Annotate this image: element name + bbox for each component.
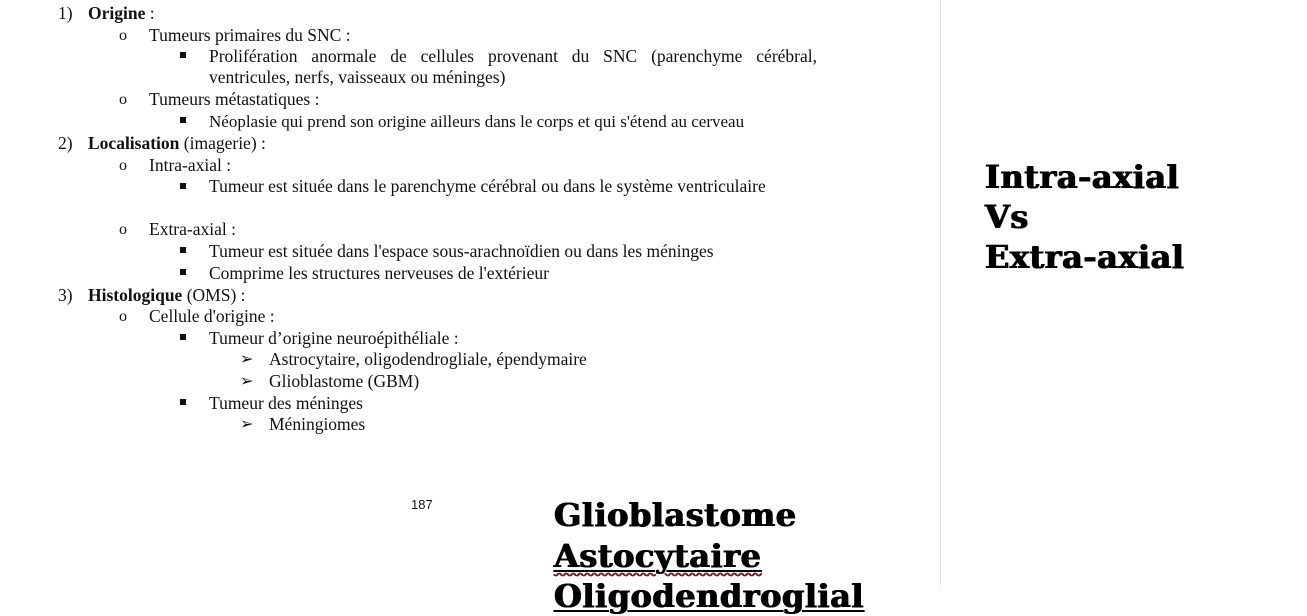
- comparison-label: Vs: [985, 198, 1029, 236]
- section-suffix: :: [145, 3, 155, 23]
- list-subitem: Néoplasie qui prend son origine ailleurs dans le corps et qui s'étend au cerveau: [209, 112, 745, 131]
- tumor-type-label: Glioblastome: [554, 496, 797, 534]
- list-item: Cellule d'origine :: [149, 306, 275, 326]
- tumor-type-text: Astocytaire: [554, 537, 762, 575]
- section-title: Histologique: [88, 285, 183, 305]
- section-number: 3): [58, 285, 73, 305]
- comparison-label: Extra-axial: [985, 238, 1185, 276]
- circle-bullet-icon: o: [119, 308, 127, 325]
- square-bullet-icon: [180, 334, 186, 340]
- square-bullet-icon: [180, 117, 186, 123]
- circle-bullet-icon: o: [119, 221, 127, 238]
- section-title: Origine: [88, 3, 146, 23]
- list-item: Extra-axial :: [149, 219, 236, 239]
- list-item: Intra-axial :: [149, 155, 232, 175]
- section-suffix: (OMS) :: [182, 285, 246, 305]
- arrow-bullet-icon: ➢: [240, 351, 254, 368]
- list-subitem: Tumeur est située dans l'espace sous-arachnoïdien ou dans les méninges: [209, 241, 714, 261]
- list-item: Tumeurs métastatiques :: [149, 89, 320, 109]
- square-bullet-icon: [180, 183, 186, 189]
- circle-bullet-icon: o: [119, 157, 127, 174]
- section-suffix: (imagerie) :: [179, 133, 266, 153]
- square-bullet-icon: [180, 399, 186, 405]
- section-number: 1): [58, 3, 73, 23]
- list-detail: Méningiomes: [269, 414, 366, 434]
- list-subitem: Tumeur des méninges: [209, 393, 363, 413]
- square-bullet-icon: [180, 52, 186, 58]
- circle-bullet-icon: o: [119, 27, 127, 44]
- arrow-bullet-icon: ➢: [240, 416, 254, 433]
- list-subitem: Comprime les structures nerveuses de l'extérieur: [209, 263, 549, 283]
- section-heading: [88, 3, 155, 24]
- list-subitem: Tumeur est située dans le parenchyme cérébral ou dans le système ventriculaire: [209, 176, 766, 196]
- section-heading: [88, 133, 266, 154]
- circle-bullet-icon: o: [119, 91, 127, 108]
- list-detail: Astrocytaire, oligodendrogliale, épendymaire: [269, 349, 587, 369]
- section-number: 2): [58, 133, 73, 153]
- tumor-type-label: [554, 536, 761, 576]
- section-heading: [88, 285, 246, 306]
- comparison-label: Intra-axial: [985, 158, 1180, 196]
- square-bullet-icon: [180, 247, 186, 253]
- tumor-type-label: Oligodendroglial: [554, 577, 865, 615]
- square-bullet-icon: [180, 269, 186, 275]
- page-number: 187: [411, 497, 433, 512]
- list-item: Tumeurs primaires du SNC :: [149, 25, 351, 45]
- list-subitem: Tumeur d’origine neuroépithéliale :: [209, 328, 459, 348]
- arrow-bullet-icon: ➢: [240, 373, 254, 390]
- list-subitem: Prolifération anormale de cellules provenant du SNC (parenchyme cérébral, ventricules, nerfs, vaisseaux ou méninges): [209, 46, 817, 87]
- list-detail: Glioblastome (GBM): [269, 371, 420, 391]
- section-title: Localisation: [88, 133, 180, 153]
